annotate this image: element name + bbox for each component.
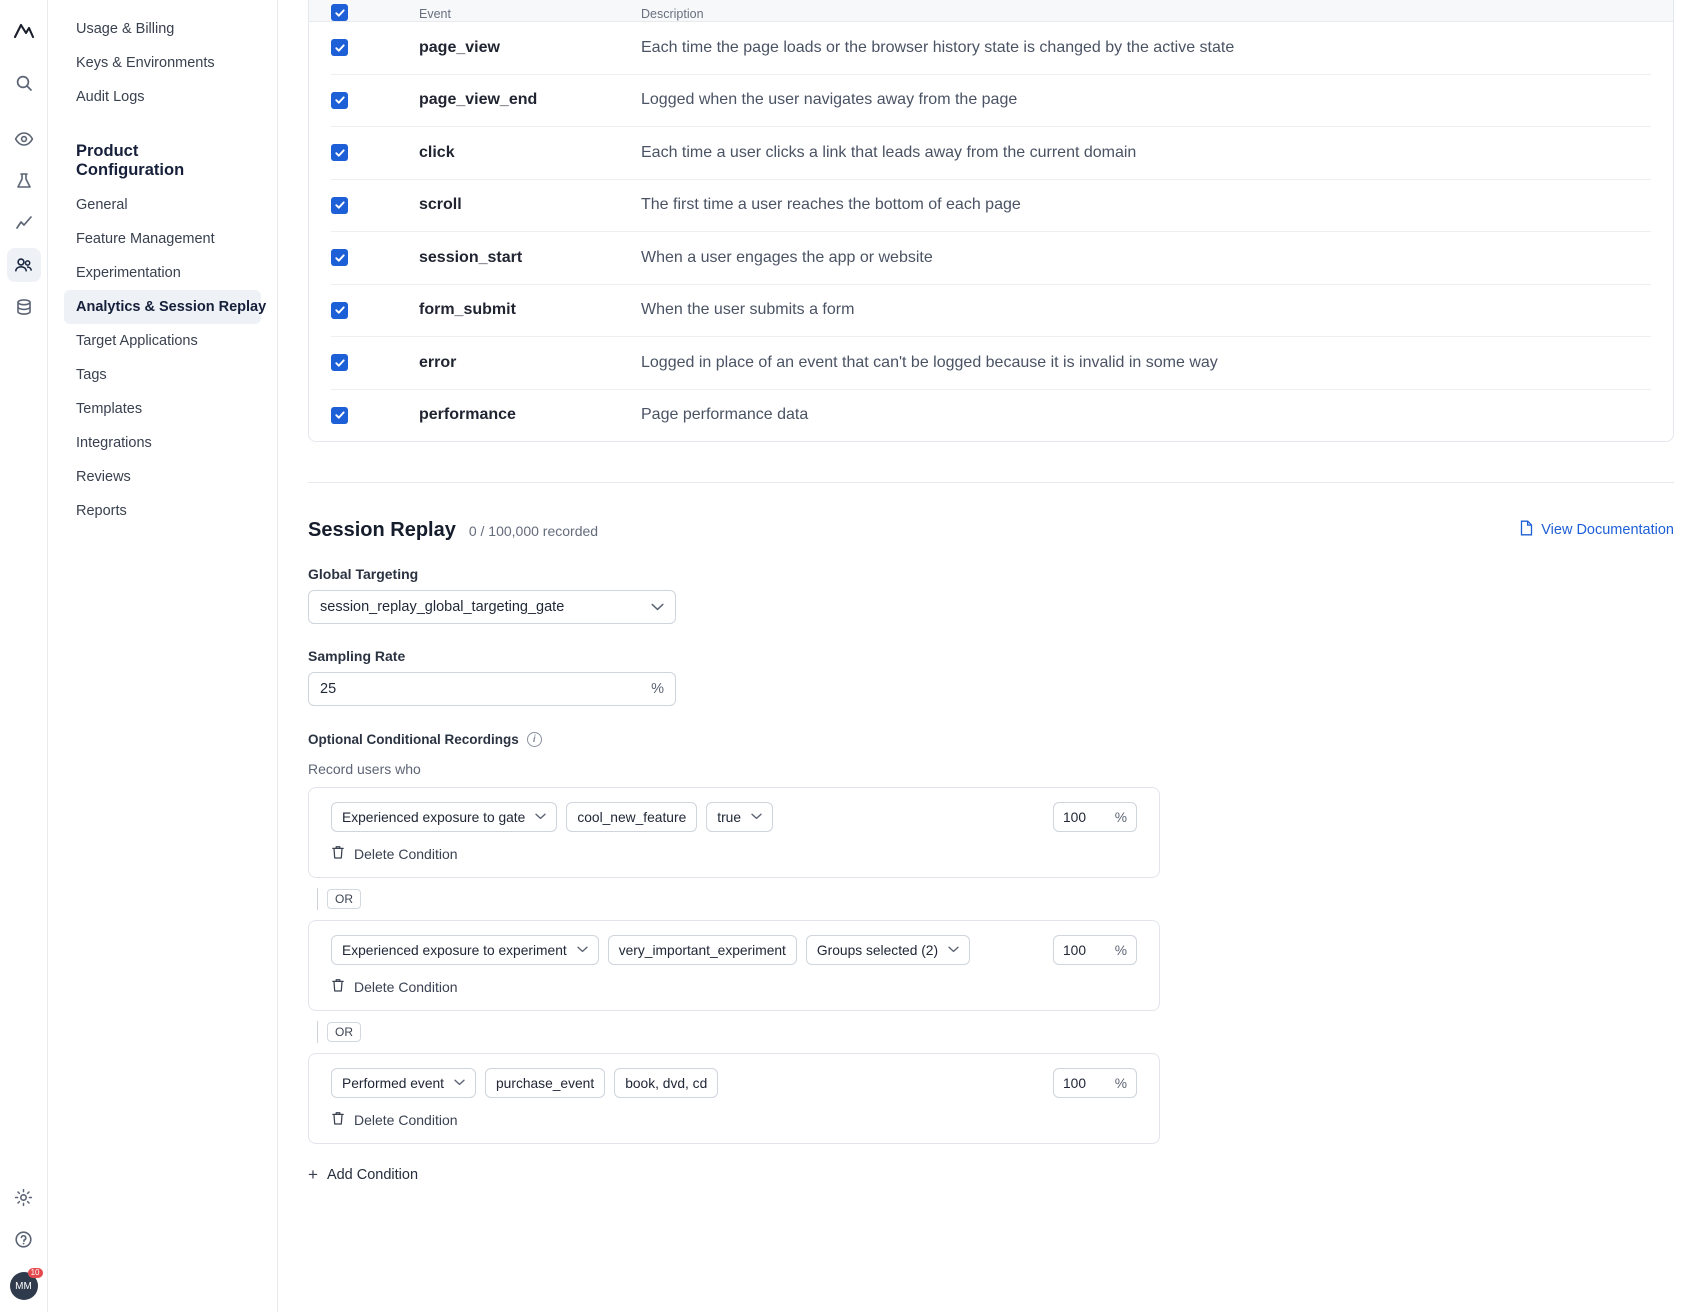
- checkbox-checked-icon[interactable]: [331, 249, 348, 266]
- condition-percentage-value: 100: [1063, 809, 1087, 825]
- delete-condition-label: Delete Condition: [354, 979, 458, 995]
- event-description: The first time a user reaches the bottom of each page: [641, 196, 1021, 214]
- trash-icon: [331, 978, 345, 996]
- sampling-rate-value: 25: [320, 681, 337, 697]
- percent-symbol: %: [1114, 942, 1127, 958]
- row-checkbox[interactable]: [331, 144, 419, 161]
- view-documentation-link[interactable]: [1519, 520, 1674, 540]
- optional-label-text: Optional Conditional Recordings: [308, 732, 519, 747]
- condition-type-value: Performed event: [342, 1075, 444, 1091]
- chevron-down-icon: [454, 1077, 465, 1089]
- event-name: page_view_end: [419, 91, 538, 109]
- checkbox-checked-icon[interactable]: [331, 354, 348, 371]
- event-name: page_view: [419, 38, 500, 56]
- event-description: Each time the page loads or the browser history state is changed by the active state: [641, 38, 1235, 56]
- plus-icon: +: [308, 1165, 318, 1184]
- condition-value: Groups selected (2): [816, 942, 939, 958]
- chevron-down-icon: [577, 944, 588, 956]
- row-checkbox[interactable]: [331, 249, 419, 266]
- checkbox-checked-icon[interactable]: [331, 302, 348, 319]
- global-targeting-label: Global Targeting: [308, 566, 419, 582]
- table-row: [331, 127, 1651, 180]
- people-icon[interactable]: [7, 248, 41, 282]
- sidebar-item-analytics-session-replay[interactable]: Analytics & Session Replay: [64, 290, 261, 324]
- sidebar-item-reports[interactable]: Reports: [76, 503, 127, 519]
- percent-symbol: %: [651, 681, 664, 697]
- checkbox-checked-icon[interactable]: [331, 144, 348, 161]
- event-description: Each time a user clicks a link that leads away from the current domain: [641, 143, 1137, 161]
- table-row: [331, 22, 1651, 75]
- rail-bottom: [0, 1180, 47, 1300]
- icon-rail: [0, 0, 48, 1312]
- table-row: [331, 75, 1651, 128]
- document-icon: [1519, 520, 1534, 540]
- condition-percentage-input[interactable]: [1053, 802, 1137, 832]
- sampling-rate-input[interactable]: [308, 672, 676, 706]
- percent-symbol: %: [1114, 1075, 1127, 1091]
- condition-type-select[interactable]: [331, 802, 557, 832]
- sidebar-item-tags[interactable]: Tags: [76, 367, 107, 383]
- delete-condition-button[interactable]: [331, 1111, 1137, 1129]
- sidebar-item-experimentation[interactable]: Experimentation: [76, 265, 181, 281]
- percent-symbol: %: [1114, 809, 1127, 825]
- chevron-down-icon: [535, 811, 546, 823]
- or-chip: OR: [327, 1022, 361, 1042]
- condition-percentage-value: 100: [1063, 1075, 1087, 1091]
- condition-card: [308, 920, 1160, 1011]
- condition-card: [308, 1053, 1160, 1144]
- sidebar-item-templates[interactable]: Templates: [76, 401, 143, 417]
- trash-icon: [331, 1111, 345, 1129]
- condition-type-value: Experienced exposure to experiment: [342, 942, 567, 958]
- condition-target-value: purchase_event: [496, 1075, 595, 1091]
- global-targeting-select[interactable]: [308, 590, 676, 624]
- or-separator: [317, 888, 1674, 910]
- sidebar-item-reviews[interactable]: Reviews: [76, 469, 131, 485]
- sidebar-section-title: Product Configuration: [76, 142, 185, 179]
- condition-value-select[interactable]: [614, 1068, 718, 1098]
- sidebar-item-integrations[interactable]: Integrations: [76, 435, 152, 451]
- search-icon[interactable]: [7, 66, 41, 100]
- trash-icon: [331, 845, 345, 863]
- section-divider: [308, 482, 1674, 483]
- info-icon[interactable]: i: [527, 732, 542, 747]
- table-row: [331, 285, 1651, 338]
- event-description: Logged in place of an event that can't be logged because it is invalid in some way: [641, 353, 1218, 371]
- delete-condition-button[interactable]: [331, 845, 1137, 863]
- event-description: Logged when the user navigates away from the page: [641, 91, 1018, 109]
- column-header-description: Description: [641, 7, 704, 21]
- sidebar-item-usage-billing[interactable]: Usage & Billing: [76, 21, 175, 37]
- or-rule: [317, 888, 318, 910]
- avatar-initials: MM: [15, 1280, 32, 1292]
- event-description: Page performance data: [641, 406, 809, 424]
- session-replay-header: [308, 519, 1674, 542]
- condition-target-value: very_important_experiment: [618, 942, 786, 958]
- condition-type-value: Experienced exposure to gate: [342, 809, 526, 825]
- row-checkbox[interactable]: [331, 354, 419, 371]
- table-row: [331, 232, 1651, 285]
- condition-target[interactable]: [566, 802, 697, 832]
- row-checkbox[interactable]: [331, 92, 419, 109]
- table-row: [331, 337, 1651, 390]
- condition-card: [308, 787, 1160, 878]
- event-name: error: [419, 353, 457, 371]
- logo-icon[interactable]: [7, 14, 41, 48]
- sidebar-item-feature-management[interactable]: Feature Management: [76, 231, 215, 247]
- event-name: scroll: [419, 196, 462, 214]
- condition-value: book, dvd, cd: [625, 1075, 708, 1091]
- sidebar-item-audit-logs[interactable]: Audit Logs: [76, 89, 145, 105]
- add-condition-label: Add Condition: [326, 1166, 419, 1183]
- condition-target-value: cool_new_feature: [577, 809, 687, 825]
- condition-percentage-input[interactable]: [1053, 1068, 1137, 1098]
- sampling-rate-label: Sampling Rate: [308, 648, 406, 664]
- database-icon[interactable]: [7, 290, 41, 324]
- eye-icon[interactable]: [7, 122, 41, 156]
- condition-type-select[interactable]: [331, 935, 599, 965]
- metrics-icon[interactable]: [7, 206, 41, 240]
- condition-value-select[interactable]: [706, 802, 773, 832]
- sidebar-item-keys-environments[interactable]: Keys & Environments: [76, 55, 215, 71]
- delete-condition-label: Delete Condition: [354, 1112, 458, 1128]
- checkbox-checked-icon[interactable]: [331, 407, 348, 424]
- condition-value-select[interactable]: [806, 935, 970, 965]
- checkbox-checked-icon[interactable]: [331, 4, 348, 21]
- condition-target[interactable]: [608, 935, 797, 965]
- row-checkbox[interactable]: [331, 39, 419, 56]
- recorded-count: 0 / 100,000 recorded: [468, 523, 599, 539]
- row-checkbox[interactable]: [331, 197, 419, 214]
- checkbox-checked-icon[interactable]: [331, 197, 348, 214]
- condition-value: true: [717, 809, 742, 825]
- events-table-header: [309, 0, 1673, 22]
- event-name: session_start: [419, 248, 523, 266]
- event-name: form_submit: [419, 301, 516, 319]
- global-targeting-value: session_replay_global_targeting_gate: [320, 599, 565, 615]
- event-description: When a user engages the app or website: [641, 248, 933, 266]
- condition-percentage-input[interactable]: [1053, 935, 1137, 965]
- table-row: [331, 390, 1651, 442]
- sidebar-item-general[interactable]: General: [76, 197, 128, 213]
- delete-condition-button[interactable]: [331, 978, 1137, 996]
- view-documentation-label: View Documentation: [1541, 522, 1674, 538]
- record-users-who-label: Record users who: [308, 761, 421, 777]
- chevron-down-icon: [751, 811, 762, 823]
- chevron-down-icon: [948, 944, 959, 956]
- or-chip: OR: [327, 889, 361, 909]
- sidebar: [48, 0, 278, 1312]
- chevron-down-icon: [651, 599, 664, 615]
- sidebar-item-target-applications[interactable]: Target Applications: [76, 333, 198, 349]
- event-description: When the user submits a form: [641, 301, 855, 319]
- row-checkbox[interactable]: [331, 302, 419, 319]
- optional-conditional-recordings-label: [308, 732, 1674, 747]
- or-rule: [317, 1021, 318, 1043]
- main-content: [278, 0, 1708, 1312]
- avatar[interactable]: [10, 1268, 40, 1300]
- column-header-event: Event: [419, 7, 451, 21]
- select-all-checkbox[interactable]: [331, 4, 419, 21]
- delete-condition-label: Delete Condition: [354, 846, 458, 862]
- notification-badge: 10: [28, 1268, 43, 1278]
- page-title: Session Replay: [308, 519, 456, 541]
- event-name: performance: [419, 406, 516, 424]
- add-condition-button[interactable]: [308, 1166, 1674, 1183]
- flask-icon[interactable]: [7, 164, 41, 198]
- table-row: [331, 180, 1651, 233]
- event-name: click: [419, 143, 455, 161]
- row-checkbox[interactable]: [331, 407, 419, 424]
- events-table: [308, 0, 1674, 442]
- gear-icon[interactable]: [7, 1180, 41, 1214]
- or-separator: [317, 1021, 1674, 1043]
- checkbox-checked-icon[interactable]: [331, 39, 348, 56]
- condition-target[interactable]: [485, 1068, 605, 1098]
- help-icon[interactable]: [7, 1222, 41, 1256]
- condition-type-select[interactable]: [331, 1068, 476, 1098]
- checkbox-checked-icon[interactable]: [331, 92, 348, 109]
- condition-percentage-value: 100: [1063, 942, 1087, 958]
